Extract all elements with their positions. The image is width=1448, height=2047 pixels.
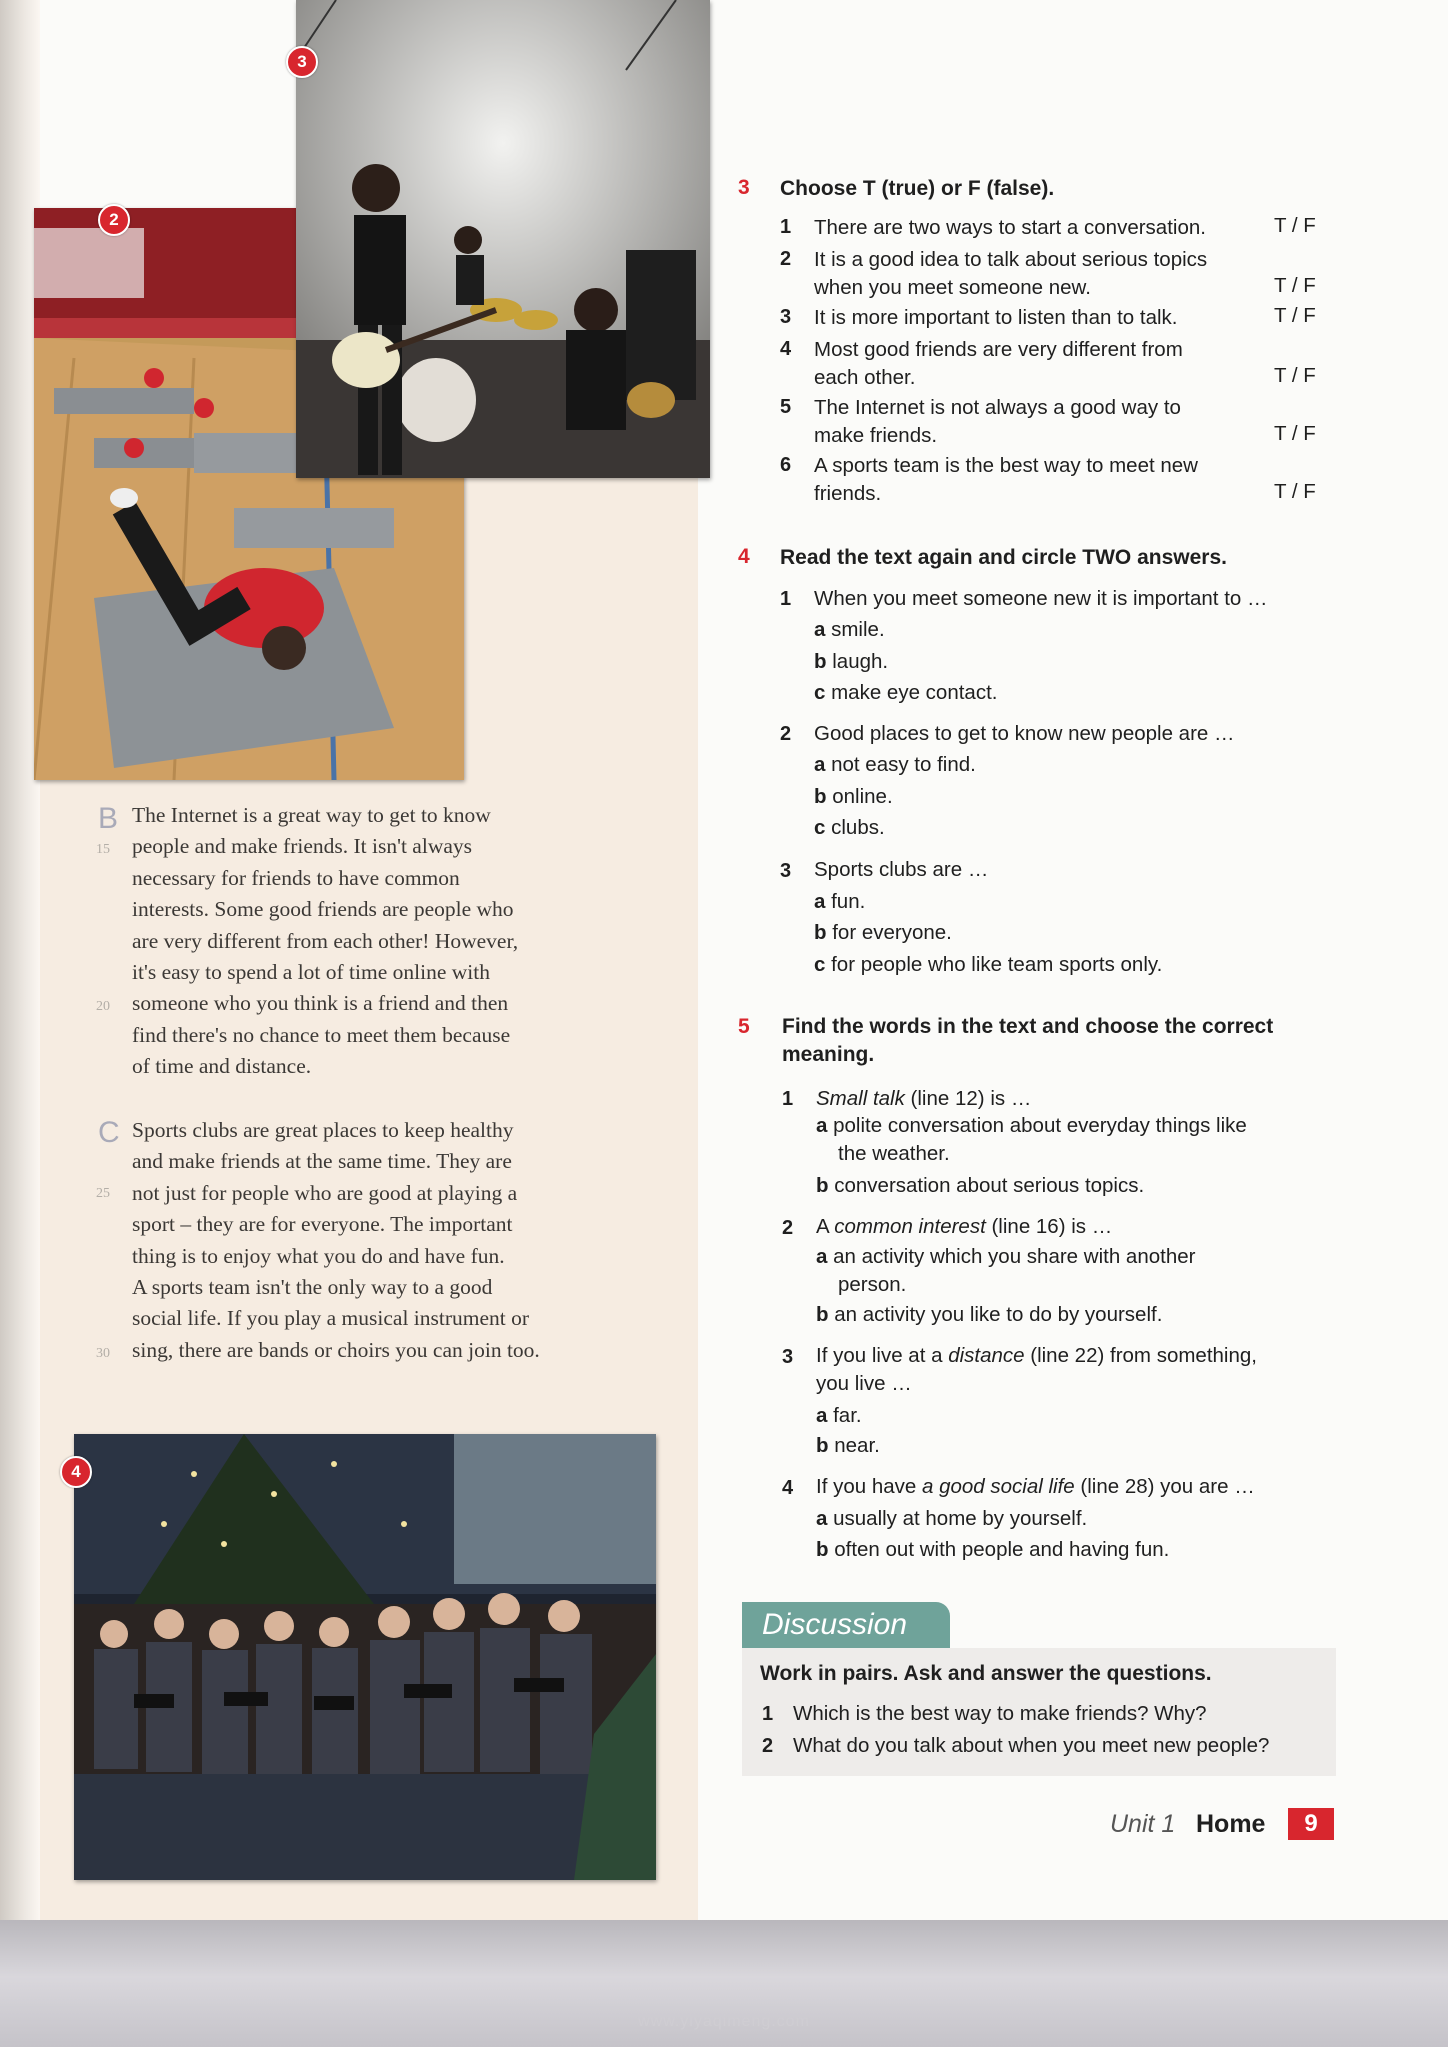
ex3-item-text: friends. xyxy=(814,482,882,505)
ex5-question-number: 3 xyxy=(782,1346,794,1368)
ex5-option[interactable]: b an activity you like to do by yourself. xyxy=(816,1303,1163,1326)
ex4-question: When you meet someone new it is important to … xyxy=(814,587,1268,610)
ex5-option[interactable]: b near. xyxy=(816,1434,880,1457)
ex3-item-text: There are two ways to start a conversation. xyxy=(814,216,1206,239)
ex5-option[interactable]: b often out with people and having fun. xyxy=(816,1538,1170,1561)
footer-unit: Unit 1 xyxy=(1110,1810,1176,1838)
exercise-5-title: Find the words in the text and choose the correct xyxy=(782,1015,1274,1038)
ex3-item-text: each other. xyxy=(814,366,916,389)
exercise-4-number: 4 xyxy=(738,545,750,568)
ex5-option-cont: the weather. xyxy=(838,1142,950,1165)
ex3-item-text: Most good friends are very different from xyxy=(814,338,1183,361)
exercise-5-title-cont: meaning. xyxy=(782,1043,875,1066)
ex5-question-cont: you live … xyxy=(816,1372,912,1395)
ex4-option[interactable]: c for people who like team sports only. xyxy=(814,953,1163,976)
ex4-question: Good places to get to know new people are … xyxy=(814,722,1235,745)
ex4-option[interactable]: c make eye contact. xyxy=(814,681,998,704)
ex5-option[interactable]: b conversation about serious topics. xyxy=(816,1174,1145,1197)
ex3-item-text: when you meet someone new. xyxy=(814,276,1091,299)
discussion-tab: Discussion xyxy=(742,1602,950,1648)
ex5-question-number: 2 xyxy=(782,1217,794,1239)
photo-band-rehearsal xyxy=(296,0,710,478)
photo-4-badge: 4 xyxy=(60,1456,92,1488)
footer-section: Home xyxy=(1196,1810,1266,1838)
paragraph-c xyxy=(132,1115,672,1366)
discussion-question: Which is the best way to make friends? Why? xyxy=(793,1702,1207,1725)
photo-choir xyxy=(74,1434,656,1880)
ex5-option[interactable]: a an activity which you share with another xyxy=(816,1245,1196,1268)
paragraph-line: it's easy to spend a lot of time online with xyxy=(132,960,490,985)
ex3-item-number: 1 xyxy=(780,216,792,238)
paragraph-line: are very different from each other! However, xyxy=(132,928,519,953)
ex3-true-false[interactable]: T / F xyxy=(1274,480,1316,503)
ex3-item-text: It is more important to listen than to talk. xyxy=(814,306,1178,329)
ex5-option[interactable]: a polite conversation about everyday things like xyxy=(816,1114,1247,1137)
ex5-question: If you have a good social life (line 28) you are … xyxy=(816,1475,1255,1498)
ex5-question: A common interest (line 16) is … xyxy=(816,1215,1113,1238)
ex3-item-number: 3 xyxy=(780,306,792,328)
exercise-5-number: 5 xyxy=(738,1015,750,1038)
ex5-question-number: 4 xyxy=(782,1477,794,1499)
photo-2-badge: 2 xyxy=(98,204,130,236)
ex5-option[interactable]: a usually at home by yourself. xyxy=(816,1507,1088,1530)
paragraph-line: interests. Some good friends are people who xyxy=(132,897,514,922)
paragraph-line: social life. If you play a musical instrument or xyxy=(132,1306,530,1331)
ex4-option[interactable]: a not easy to find. xyxy=(814,753,976,776)
ex5-question: Small talk (line 12) is … xyxy=(816,1087,1032,1110)
discussion-q-number: 2 xyxy=(762,1735,774,1757)
discussion-question: What do you talk about when you meet new people? xyxy=(793,1734,1270,1757)
ex5-option-cont: person. xyxy=(838,1273,907,1296)
ex3-true-false[interactable]: T / F xyxy=(1274,214,1316,237)
paragraph-line: sing, there are bands or choirs you can join too. xyxy=(132,1337,540,1362)
ex4-option[interactable]: a fun. xyxy=(814,890,866,913)
photo-3-badge: 3 xyxy=(286,46,318,78)
paragraph-line: sport – they are for everyone. The important xyxy=(132,1212,513,1237)
discussion-instruction: Work in pairs. Ask and answer the questions. xyxy=(760,1662,1212,1685)
ex3-item-number: 2 xyxy=(780,248,792,270)
paragraph-line: someone who you think is a friend and then xyxy=(132,991,509,1016)
exercise-4-title: Read the text again and circle TWO answers. xyxy=(780,546,1227,569)
ex4-option[interactable]: b for everyone. xyxy=(814,921,952,944)
paragraph-line: of time and distance. xyxy=(132,1054,312,1079)
paragraph-b xyxy=(132,800,672,1083)
paragraph-c-letter: C xyxy=(98,1116,120,1149)
exercise-3-number: 3 xyxy=(738,176,750,199)
ex4-option[interactable]: c clubs. xyxy=(814,816,885,839)
exercise-3-title: Choose T (true) or F (false). xyxy=(780,177,1055,200)
ex3-item-number: 6 xyxy=(780,454,792,476)
ex4-option[interactable]: a smile. xyxy=(814,618,885,641)
paragraph-line: necessary for friends to have common xyxy=(132,865,460,890)
ex3-true-false[interactable]: T / F xyxy=(1274,274,1316,297)
line-number-30: 30 xyxy=(96,1346,110,1361)
ex5-option[interactable]: a far. xyxy=(816,1404,862,1427)
discussion-q-number: 1 xyxy=(762,1703,774,1725)
ex4-option[interactable]: b laugh. xyxy=(814,650,889,673)
ex3-item-number: 4 xyxy=(780,338,792,360)
ex3-item-number: 5 xyxy=(780,396,792,418)
paragraph-line: A sports team isn't the only way to a good xyxy=(132,1275,493,1300)
paragraph-line: not just for people who are good at playing a xyxy=(132,1180,518,1205)
ex4-question-number: 1 xyxy=(780,588,792,610)
paragraph-b-letter: B xyxy=(98,802,119,835)
line-number-25: 25 xyxy=(96,1186,110,1201)
ex3-item-text: It is a good idea to talk about serious topics xyxy=(814,248,1208,271)
ex3-true-false[interactable]: T / F xyxy=(1274,422,1316,445)
line-number-15: 15 xyxy=(96,842,110,857)
ex4-question: Sports clubs are … xyxy=(814,858,989,881)
paragraph-line: thing is to enjoy what you do and have fun. xyxy=(132,1243,505,1268)
ex3-true-false[interactable]: T / F xyxy=(1274,304,1316,327)
watermark: www.yiyaqimeng.com xyxy=(638,2013,810,2030)
paragraph-line: find there's no chance to meet them because xyxy=(132,1022,511,1047)
ex5-question-number: 1 xyxy=(782,1088,794,1110)
ex4-question-number: 3 xyxy=(780,860,792,882)
line-number-20: 20 xyxy=(96,999,110,1014)
ex3-item-text: make friends. xyxy=(814,424,938,447)
ex5-question: If you live at a distance (line 22) from something, xyxy=(816,1344,1257,1367)
ex3-item-text: A sports team is the best way to meet new xyxy=(814,454,1198,477)
paragraph-line: and make friends at the same time. They are xyxy=(132,1149,512,1174)
ex3-true-false[interactable]: T / F xyxy=(1274,364,1316,387)
ex4-option[interactable]: b online. xyxy=(814,785,893,808)
paragraph-line: The Internet is a great way to get to know xyxy=(132,803,491,827)
ex3-item-text: The Internet is not always a good way to xyxy=(814,396,1181,419)
ex4-question-number: 2 xyxy=(780,723,792,745)
paragraph-line: people and make friends. It isn't always xyxy=(132,834,473,859)
page-number: 9 xyxy=(1288,1808,1334,1840)
paragraph-line: Sports clubs are great places to keep healthy xyxy=(132,1118,514,1142)
